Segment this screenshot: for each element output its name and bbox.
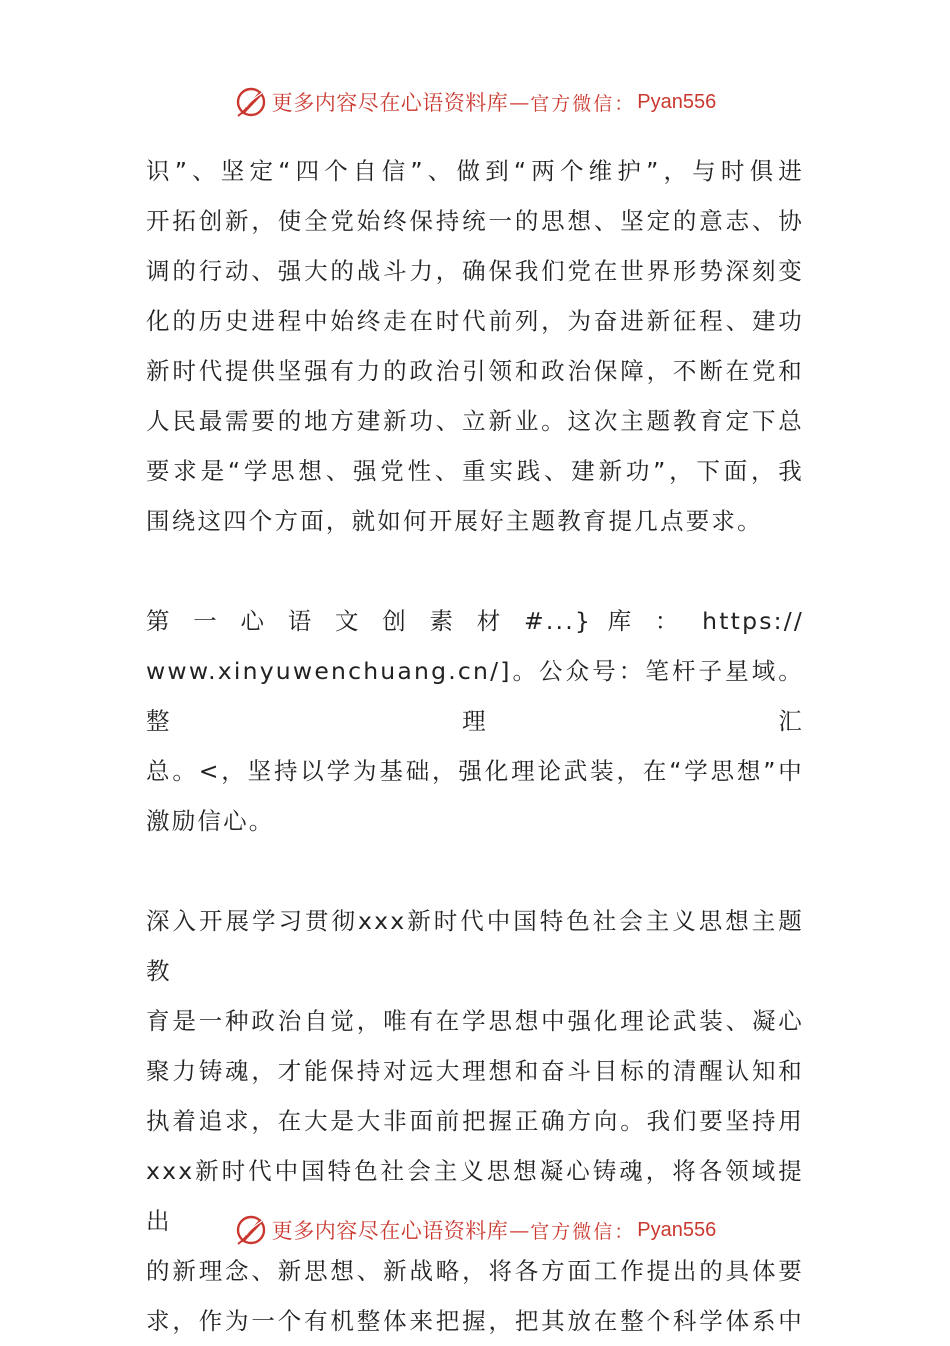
paragraph-gap xyxy=(146,546,804,596)
document-body xyxy=(146,146,804,1346)
text-line: 要求是“学思想、强党性、重实践、建新功”，下面，我 xyxy=(146,457,804,485)
text-line: 新时代提供坚强有力的政治引领和政治保障，不断在党和 xyxy=(146,357,804,385)
banner-slogan: 更多内容尽在心语资料库 xyxy=(271,91,509,115)
paragraph-gap xyxy=(146,846,804,896)
banner-slogan: 更多内容尽在心语资料库 xyxy=(271,1219,509,1243)
banner-wechat-id: Pyan556 xyxy=(637,90,717,113)
text-line: 化的历史进程中始终走在时代前列，为奋进新征程、建功 xyxy=(146,307,804,335)
text-line: 深入开展学习贯彻xxx新时代中国特色社会主义思想主题教 xyxy=(146,907,804,985)
text-line: 育是一种政治自觉，唯有在学思想中强化理论武装、凝心 xyxy=(146,1007,804,1035)
text-line: 人民最需要的地方建新功、立新业。这次主题教育定下总 xyxy=(146,407,804,435)
text-line: 聚力铸魂，才能保持对远大理想和奋斗目标的清醒认知和 xyxy=(146,1057,804,1085)
text-line: 调的行动、强大的战斗力，确保我们党在世界形势深刻变 xyxy=(146,257,804,285)
text-line: 围绕这四个方面，就如何开展好主题教育提几点要求。 xyxy=(146,507,763,535)
banner-inner xyxy=(234,1213,716,1247)
banner-separator: — xyxy=(509,90,530,114)
text-line: xxx新时代中国特色社会主义思想凝心铸魂，将各领域提出 xyxy=(146,1157,804,1235)
banner-wechat-id: Pyan556 xyxy=(637,1218,717,1241)
quill-pen-icon xyxy=(234,1213,268,1247)
text-line: 第 一 心 语 文 创 素 材 #...} 库 ： https:// xyxy=(146,607,804,635)
paragraph-3 xyxy=(146,896,804,1346)
footer-banner xyxy=(0,1210,950,1250)
paragraph-1 xyxy=(146,146,804,546)
banner-wechat-label: 官方微信： xyxy=(530,1220,636,1243)
text-line: 开拓创新，使全党始终保持统一的思想、坚定的意志、协 xyxy=(146,207,804,235)
text-line: 的新理念、新思想、新战略，将各方面工作提出的具体要 xyxy=(146,1257,804,1285)
text-line: 识”、坚定“四个自信”、做到“两个维护”，与时俱进 xyxy=(146,157,804,185)
banner-inner xyxy=(234,85,716,119)
quill-pen-icon xyxy=(234,85,268,119)
banner-wechat-label: 官方微信： xyxy=(530,92,636,115)
text-line: 执着追求，在大是大非面前把握正确方向。我们要坚持用 xyxy=(146,1107,804,1135)
banner-separator: — xyxy=(509,1218,530,1242)
header-banner xyxy=(0,82,950,122)
text-line: 总。<，坚持以学为基础，强化理论武装，在“学思想”中 xyxy=(146,757,804,785)
text-line: www.xinyuwenchuang.cn/]。公众号：笔杆子星域。整理汇 xyxy=(146,657,804,735)
text-line: 求，作为一个有机整体来把握，把其放在整个科学体系中 xyxy=(146,1307,804,1335)
paragraph-2 xyxy=(146,596,804,846)
text-line: 激励信心。 xyxy=(146,807,275,835)
